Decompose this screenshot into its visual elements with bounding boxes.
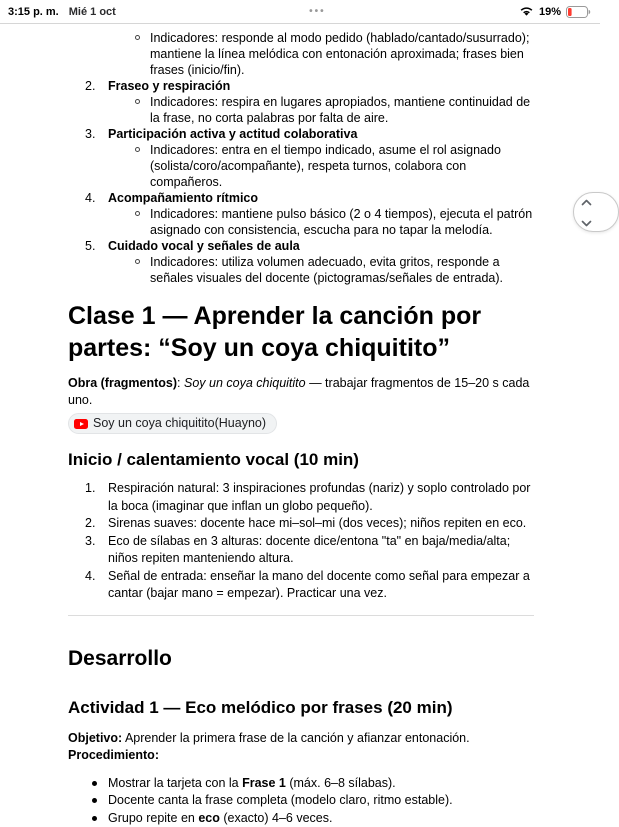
warmup-list <box>68 480 534 603</box>
indicator-text: Indicadores: mantiene pulso básico (2 o 4 tiempos), ejecuta el patrón asignado con consistencia, escucha para no tapar la melodía. <box>150 206 534 238</box>
criterion-title: Fraseo y respiración <box>108 78 534 94</box>
activity-heading: Actividad 1 — Eco melódico por frases (20 min) <box>68 697 534 718</box>
list-item <box>68 480 534 515</box>
bullet-circle-icon <box>135 206 150 216</box>
obra-sep: : <box>177 376 184 390</box>
list-item <box>68 533 534 568</box>
list-number: 4. <box>85 568 108 586</box>
indicator-text: Indicadores: utiliza volumen adecuado, evita gritos, responde a señales visuales del docente (pictogramas/señales de entrada). <box>150 254 534 286</box>
indicator-text: Indicadores: responde al modo pedido (hablado/cantado/susurrado); mantiene la línea melódica con entonación aproximada; frases bien frases (inicio/fin). <box>150 30 534 78</box>
song-title: Soy un coya chiquitito <box>184 376 306 390</box>
list-text: Sirenas suaves: docente hace mi–sol–mi (dos veces); niños repiten en eco. <box>108 515 534 533</box>
scroll-widget[interactable] <box>573 192 619 232</box>
list-item <box>68 30 534 78</box>
list-item <box>68 94 534 126</box>
bullet-circle-icon <box>135 254 150 264</box>
bullet-circle-icon <box>135 142 150 152</box>
list-number: 3. <box>85 126 108 142</box>
youtube-link-chip[interactable] <box>68 413 277 434</box>
list-item <box>68 78 534 94</box>
indicator-text: Indicadores: entra en el tiempo indicado, asume el rol asignado (solista/coro/acompañante), respeta turnos, colabora con compañeros. <box>150 142 534 190</box>
list-number: 3. <box>85 533 108 551</box>
list-item <box>68 792 534 810</box>
list-number: 2. <box>85 78 108 94</box>
section-divider <box>68 615 534 616</box>
obra-label: Obra (fragmentos) <box>68 376 177 390</box>
procedimiento-label: Procedimiento: <box>68 747 534 765</box>
list-item <box>68 775 534 793</box>
bullet-circle-icon <box>135 94 150 104</box>
list-number: 4. <box>85 190 108 206</box>
list-item <box>68 126 534 142</box>
status-bar <box>0 0 600 24</box>
youtube-chip-label: Soy un coya chiquitito(Huayno) <box>93 416 266 431</box>
objetivo-label: Objetivo: <box>68 731 122 745</box>
objetivo-paragraph <box>68 730 534 748</box>
battery-percent: 19% <box>539 6 561 18</box>
list-text: Respiración natural: 3 inspiraciones profundas (nariz) y soplo controlado por la boca (imaginar que inflan un globo pequeño). <box>108 480 534 515</box>
list-text: Señal de entrada: enseñar la mano del docente como señal para empezar a cantar (bajar mano = empezar). Practicar una vez. <box>108 568 534 603</box>
youtube-icon <box>74 419 88 429</box>
list-item <box>68 238 534 254</box>
list-text: Docente canta la frase completa (modelo claro, ritmo estable). <box>108 792 534 810</box>
list-item <box>68 254 534 286</box>
list-item <box>68 568 534 603</box>
chevron-down-icon[interactable] <box>581 214 592 232</box>
list-number: 5. <box>85 238 108 254</box>
list-number: 2. <box>85 515 108 533</box>
status-time: 3:15 p. m. <box>8 6 59 18</box>
list-item <box>68 810 534 827</box>
chevron-up-icon[interactable] <box>581 193 592 211</box>
obra-paragraph <box>68 375 534 408</box>
list-item <box>68 142 534 190</box>
list-text: Eco de sílabas en 3 alturas: docente dice/entona "ta" en baja/media/alta; niños repiten manteniendo altura. <box>108 533 534 568</box>
list-number: 1. <box>85 480 108 498</box>
bullet-dot-icon <box>92 810 108 821</box>
bullet-dot-icon <box>92 792 108 803</box>
procedure-list <box>68 775 534 827</box>
criterion-title: Acompañamiento rítmico <box>108 190 534 206</box>
criterion-title: Cuidado vocal y señales de aula <box>108 238 534 254</box>
section-heading-inicio: Inicio / calentamiento vocal (10 min) <box>68 449 534 470</box>
multitasking-dots-icon[interactable]: ••• <box>309 6 326 17</box>
page-title: Clase 1 — Aprender la canción por partes: “Soy un coya chiquitito” <box>68 300 534 364</box>
list-text: Grupo repite en eco (exacto) 4–6 veces. <box>108 810 534 827</box>
list-item <box>68 190 534 206</box>
section-heading-desarrollo: Desarrollo <box>68 646 534 672</box>
indicator-text: Indicadores: respira en lugares apropiados, mantiene continuidad de la frase, no corta palabras por falta de aire. <box>150 94 534 126</box>
bullet-circle-icon <box>135 30 150 40</box>
list-item <box>68 206 534 238</box>
obra-rest: — trabajar fragmentos de 15–20 s cada uno. <box>68 376 529 407</box>
document-page <box>0 24 600 827</box>
status-left <box>8 6 116 18</box>
status-date: Mié 1 oct <box>69 6 116 18</box>
wifi-icon <box>519 5 534 19</box>
list-text: Mostrar la tarjeta con la Frase 1 (máx. 6–8 sílabas). <box>108 775 534 793</box>
criterion-title: Participación activa y actitud colaborativa <box>108 126 534 142</box>
battery-icon <box>566 6 591 18</box>
objetivo-text: Aprender la primera frase de la canción y afianzar entonación. <box>122 731 469 745</box>
bullet-dot-icon <box>92 775 108 786</box>
status-right <box>519 5 591 19</box>
list-item <box>68 515 534 533</box>
